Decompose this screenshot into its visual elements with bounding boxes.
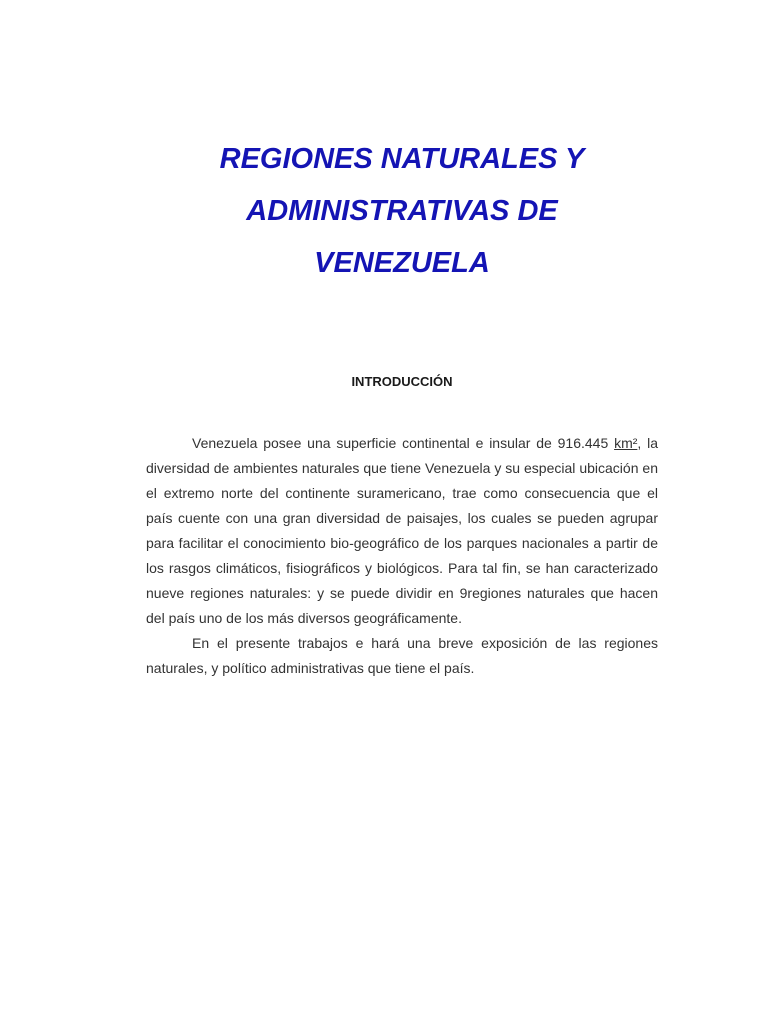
section-heading: INTRODUCCIÓN — [351, 374, 453, 389]
paragraph-2: En el presente trabajos e hará una breve exposición de las regiones naturales, y político administrativas que tiene el país. — [146, 635, 658, 676]
paragraph-1-start: Venezuela posee una superficie continental e insular de 916.445 — [192, 435, 615, 451]
document-title — [120, 133, 684, 289]
introduction-body — [146, 431, 658, 681]
area-unit: km² — [614, 435, 638, 451]
title-line-3: VENEZUELA — [314, 247, 490, 279]
paragraph-1-rest: , la diversidad de ambientes naturales que tiene Venezuela y su especial ubicación en el extremo norte del continente suramericano, trae como consecuencia que el país cuente con una gran diversidad de paisajes, los cuales se pueden agrupar para facilitar el conocimiento bio-geográfico de los parques nacionales a partir de los rasgos climáticos, fisiográficos y biológicos. Para tal fin, se han caracterizado nueve regiones naturales: y se puede dividir en 9regiones naturales que hacen del país uno de los más diversos geográficamente. — [146, 435, 658, 626]
title-line-2: ADMINISTRATIVAS DE — [246, 195, 558, 227]
paragraph-1 — [146, 431, 658, 631]
title-line-1: REGIONES NATURALES Y — [219, 143, 585, 175]
